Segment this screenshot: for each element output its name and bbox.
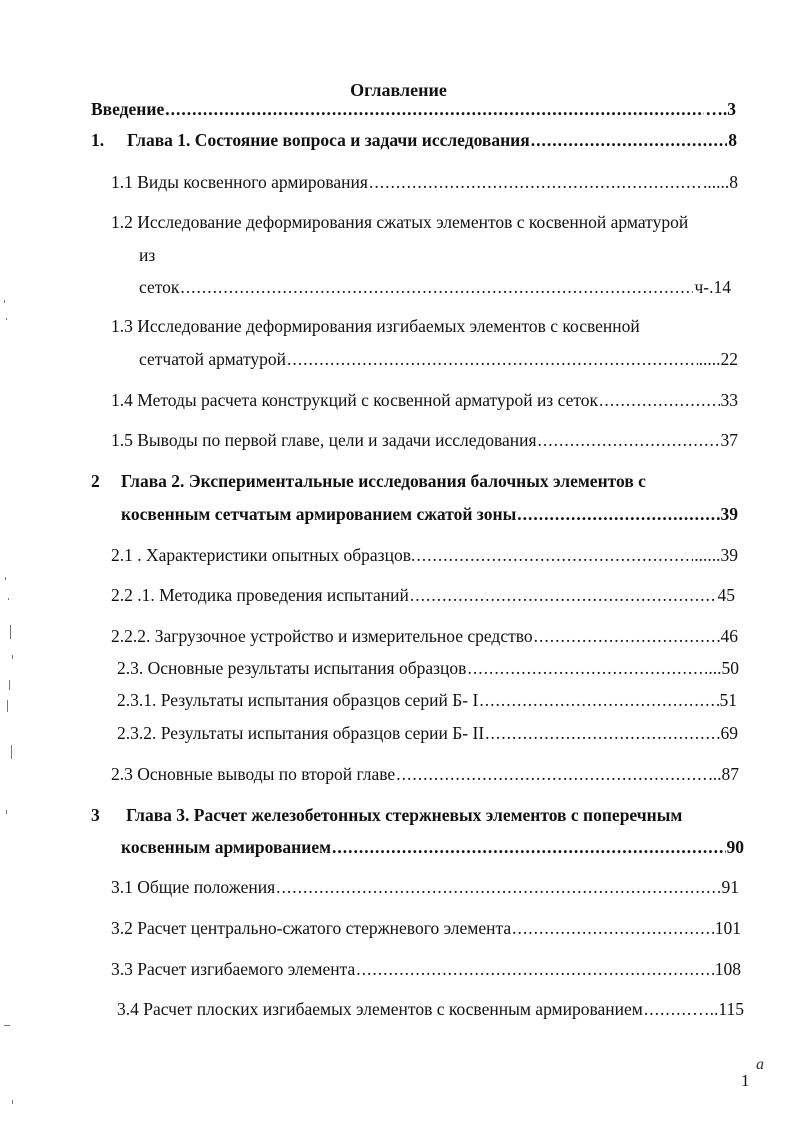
- toc-entry-2-3-conclusions[interactable]: [111, 764, 739, 784]
- dot-leader: [517, 504, 719, 524]
- toc-entry-page: ….3: [705, 99, 736, 119]
- toc-entry-label: сеток: [139, 277, 180, 297]
- toc-entry-page: 39: [720, 504, 738, 524]
- dot-leader: [479, 690, 718, 710]
- toc-entry-page: 37: [720, 430, 738, 450]
- toc-entry-page: 46: [720, 626, 738, 646]
- toc-entry-label: 1.1 Виды косвенного армирования: [111, 172, 368, 192]
- toc-entry-1-2-line2: из: [139, 245, 156, 265]
- scan-speck: [10, 625, 11, 639]
- chapter-number: 3: [91, 805, 100, 825]
- toc-entry-label: 3.3 Расчет изгибаемого элемента: [111, 959, 356, 979]
- toc-entry-1-4[interactable]: [111, 390, 738, 410]
- toc-entry-page: 90: [726, 837, 744, 857]
- toc-entry-intro[interactable]: [91, 99, 736, 119]
- toc-entry-label: 2.3.1. Результаты испытания образцов серий Б- I: [117, 690, 479, 710]
- scan-speck: [8, 598, 9, 600]
- dot-leader: [287, 349, 698, 369]
- toc-entry-1-2[interactable]: [139, 277, 731, 297]
- dot-leader: [534, 626, 720, 646]
- toc-entry-label: 3.4 Расчет плоских изгибаемых элементов с косвенным армированием: [117, 999, 643, 1019]
- scan-speck: [4, 300, 5, 303]
- scan-speck: [12, 1100, 13, 1104]
- dot-leader: [512, 918, 714, 938]
- toc-entry-chapter-2-line1[interactable]: Глава 2. Экспериментальные исследования балочных элементов с: [121, 471, 646, 491]
- dot-leader: [356, 959, 714, 979]
- toc-entry-3-4[interactable]: [117, 999, 744, 1019]
- toc-entry-page: ......39: [694, 545, 738, 565]
- toc-entry-label: 2.3 Основные выводы по второй главе: [111, 764, 396, 784]
- dot-leader: [396, 764, 707, 784]
- toc-entry-label: 1.5 Выводы по первой главе, цели и задачи исследования: [111, 430, 537, 450]
- toc-entry-3-1[interactable]: [111, 877, 739, 897]
- scan-speck: [9, 680, 10, 690]
- toc-entry-page: 45: [717, 585, 735, 605]
- dot-leader: [416, 545, 693, 565]
- toc-entry-label: косвенным сетчатым армированием сжатой зоны: [121, 504, 517, 524]
- toc-entry-page: ...87: [708, 764, 739, 784]
- chapter-number: 1.: [91, 130, 105, 150]
- toc-entry-label: 2.3. Основные результаты испытания образцов: [117, 658, 467, 678]
- toc-title: Оглавление: [350, 80, 447, 100]
- toc-entry-label: Глава 1. Состояние вопроса и задачи исследования: [127, 130, 530, 150]
- dot-leader: [165, 99, 704, 119]
- toc-entry-page: 101: [714, 918, 741, 938]
- toc-entry-page: 33: [720, 390, 738, 410]
- dot-leader: [180, 277, 693, 297]
- chapter-number: 2: [91, 471, 100, 491]
- dot-leader: [410, 585, 717, 605]
- toc-entry-page: 69: [720, 723, 738, 743]
- toc-entry-2-3-1[interactable]: [117, 690, 737, 710]
- toc-entry-1-3-line1[interactable]: 1.3 Исследование деформирования изгибаемых элементов с косвенной: [111, 316, 640, 336]
- scan-speck: [4, 1025, 10, 1026]
- dot-leader: [531, 130, 728, 150]
- toc-entry-1-5[interactable]: [111, 430, 738, 450]
- scan-speck: [6, 318, 7, 320]
- toc-entry-2-3-2[interactable]: [117, 723, 738, 743]
- scan-speck: [12, 655, 13, 659]
- toc-entry-page: …..115: [692, 999, 744, 1019]
- dot-leader: [485, 723, 719, 743]
- scan-speck: [6, 810, 7, 814]
- toc-entry-page: .....22: [698, 349, 738, 369]
- handwritten-mark: a: [756, 1056, 764, 1073]
- toc-entry-page: 91: [721, 877, 739, 897]
- toc-entry-chapter-3-line1[interactable]: Глава 3. Расчет железобетонных стержневых элементов с поперечным: [126, 805, 683, 825]
- scan-speck: [5, 577, 6, 580]
- toc-entry-page: 108: [714, 959, 741, 979]
- page-number: 1: [741, 1071, 750, 1090]
- toc-entry-label: Введение: [91, 99, 165, 119]
- toc-entry-label: 1.4 Методы расчета конструкций с косвенной арматурой из сеток: [111, 390, 599, 410]
- dot-leader: [644, 999, 691, 1019]
- toc-entry-page: 8: [728, 130, 737, 150]
- toc-entry-2-1[interactable]: [111, 545, 738, 565]
- toc-entry-1-3[interactable]: [139, 349, 738, 369]
- dot-leader: [369, 172, 702, 192]
- dot-leader: [599, 390, 719, 410]
- toc-entry-1-2-line1[interactable]: 1.2 Исследование деформирования сжатых элементов с косвенной арматурой: [111, 212, 689, 232]
- toc-entry-2-2-2[interactable]: [111, 626, 738, 646]
- toc-entry-label: 2.3.2. Результаты испытания образцов серии Б- II: [117, 723, 485, 743]
- toc-entry-3-3[interactable]: [111, 959, 741, 979]
- dot-leader: [276, 877, 720, 897]
- toc-entry-label: 3.2 Расчет центрально-сжатого стержневого элемента: [111, 918, 512, 938]
- toc-entry-label: 2.2 .1. Методика проведения испытаний: [111, 585, 409, 605]
- toc-entry-page: 51: [719, 690, 737, 710]
- toc-entry-chapter-1[interactable]: [127, 130, 737, 150]
- scan-speck: [7, 700, 8, 712]
- dot-leader: [332, 837, 725, 857]
- toc-entry-page: ч-.14: [694, 277, 731, 297]
- toc-entry-2-3[interactable]: [117, 658, 739, 678]
- toc-entry-3-2[interactable]: [111, 918, 741, 938]
- scan-speck: [11, 745, 12, 759]
- toc-entry-2-2-1[interactable]: [111, 585, 735, 605]
- toc-entry-page: ......8: [703, 172, 738, 192]
- toc-entry-label: 3.1 Общие положения: [111, 877, 276, 897]
- dot-leader: [538, 430, 720, 450]
- toc-entry-label: косвенным армированием: [121, 837, 332, 857]
- dot-leader: [467, 658, 707, 678]
- toc-entry-label: сетчатой арматурой: [139, 349, 286, 369]
- toc-entry-label: 2.2.2. Загрузочное устройство и измерительное средство: [111, 626, 533, 646]
- toc-entry-chapter-3[interactable]: [121, 837, 744, 857]
- toc-entry-1-1[interactable]: [111, 172, 738, 192]
- toc-entry-page: ...50: [708, 658, 739, 678]
- toc-entry-chapter-2[interactable]: [121, 504, 738, 524]
- toc-entry-label: 2.1 . Характеристики опытных образцов.: [111, 545, 416, 565]
